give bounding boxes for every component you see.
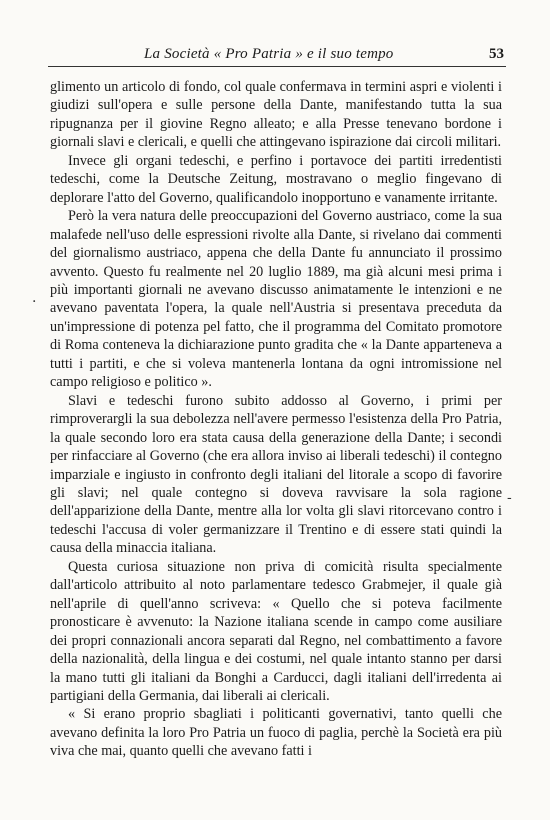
margin-mark-dot: · bbox=[32, 294, 37, 310]
page-number: 53 bbox=[489, 46, 504, 62]
running-title: La Società « Pro Patria » e il suo tempo bbox=[144, 46, 394, 62]
page-header bbox=[48, 44, 506, 67]
paragraph-4: Slavi e tedeschi furono subito addosso al Governo, i primi per rimproverargli la sua debolezza nell'avere permesso l'esistenza della Pro Patria, la quale secondo loro era stata causa della generazione della Dante; i secondi per rinfacciare al Governo (che era allora inviso ai liberali tedeschi) il contegno imparziale e ingiusto in confronto degli italiani del litorale a scopo di favorire gli slavi; nel quale contegno si doveva ravvisare la sola ragione dell'apparizione della Dante, mentre alla lor volta gli slavi ritorcevano contro i tedeschi l'accusa di voler germanizzare il Trentino e di essere stati quindi la causa della minaccia italiana. bbox=[50, 392, 502, 557]
margin-mark-dash: - bbox=[507, 490, 512, 506]
paragraph-3: Però la vera natura delle preoccupazioni del Governo austriaco, come la sua malafede nell'uso delle espressioni rivolte alla Dante, si rivelano dai commenti del giornalismo austriaco, appena che della Dante fu annunciato il prossimo avvento. Questo fu realmente nel 20 luglio 1889, ma già alcuni mesi prima i più importanti giornali ne avevano discusso animatamente le intenzioni e ne avevano paventata l'opera, la quale nell'Austria si presentava preceduta da un'impressione di potenza pel fatto, che il programma del Comitato promotore di Roma conteneva la dichiarazione punto gradita che « la Dante apparteneva a tutti i partiti, e che si voleva mantenerla lontana da ogni intromissione nel campo religioso e politico ». bbox=[50, 208, 502, 391]
paragraph-1: glimento un articolo di fondo, col quale confermava in termini aspri e violenti i giudizi sull'opera e sulle persone della Dante, manifestando tutta la sua ripugnanza per il giovine Regno alleato; e alla Presse tenevano bordone i giornali slavi e clericali, e quelli che attingevano ispirazione dai circoli militari. bbox=[50, 79, 502, 151]
paragraph-5: Questa curiosa situazione non priva di comicità risulta specialmente dall'articolo attribuito al noto parlamentare tedesco Grabmejer, il quale già nell'aprile di quell'anno scriveva: « Quello che si poteva facilmente pronosticare è avvenuto: la Nazione italiana scende in campo come ausiliare dei propri connazionali ancora separati dal Regno, nel combattimento a favore della nazionalità, della lingua e dei costumi, nel quale intanto stanno per darsi la mano tutti gli italiani da Bonghi a Carducci, dagli italiani dell'irredenta ai partigiani della Germania, dai liberali ai clericali. bbox=[50, 558, 502, 704]
body-text bbox=[50, 78, 502, 761]
paragraph-6: « Si erano proprio sbagliati i politicanti governativi, tanto quelli che avevano definita la loro Pro Patria un fuoco di paglia, perchè la Società era più viva che mai, quanto quelli che avevano fatti i bbox=[50, 706, 502, 760]
paragraph-2: Invece gli organi tedeschi, e perfino i portavoce dei partiti irredentisti tedeschi, come la Deutsche Zeitung, mostravano o meglio fingevano di deplorare l'atto del Governo, qualificandolo inopportuno e vanamente irritante. bbox=[50, 152, 502, 206]
